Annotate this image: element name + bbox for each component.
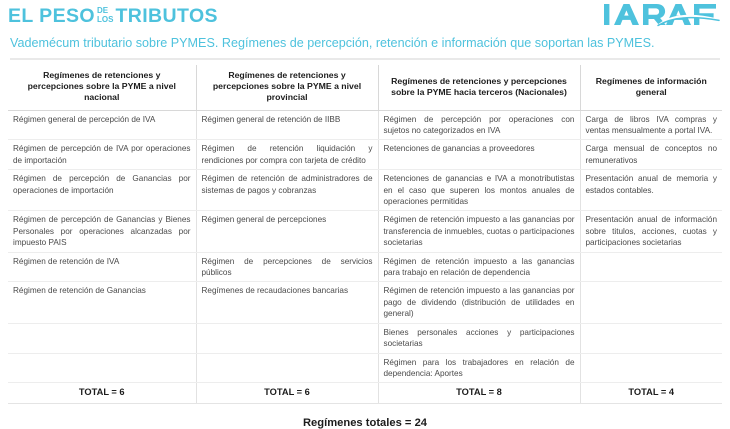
cell-provincial-4: Régimen general de percepciones xyxy=(196,211,378,252)
cell-provincial-6: Regímenes de recaudaciones bancarias xyxy=(196,282,378,323)
table-row xyxy=(8,140,722,170)
table-row xyxy=(8,252,722,282)
column-header-nacional: Regímenes de retenciones y percepciones sobre la PYME a nivel nacional xyxy=(8,65,196,110)
column-header-informacion: Regímenes de información general xyxy=(580,65,722,110)
cell-nacional-4: Régimen de percepción de Ganancias y Bienes Personales por operaciones alcanzadas por impuesto PAIS xyxy=(8,211,196,252)
cell-provincial-7 xyxy=(196,323,378,353)
cell-terceros-7: Bienes personales acciones y participaciones societarias xyxy=(378,323,580,353)
cell-terceros-1: Régimen de percepción por operaciones con sujetos no categorizados en IVA xyxy=(378,110,580,140)
cell-terceros-3: Retenciones de ganancias e IVA a monotributistas en el caso que superen los montos anuales de operaciones permitidas xyxy=(378,170,580,211)
brand-title-part2: TRIBUTOS xyxy=(115,5,218,27)
cell-informacion-7 xyxy=(580,323,722,353)
total-terceros: TOTAL = 8 xyxy=(378,383,580,403)
table-row xyxy=(8,353,722,383)
brand-title-de-los xyxy=(97,7,113,24)
iaraf-logo xyxy=(602,2,722,30)
cell-informacion-6 xyxy=(580,282,722,323)
grand-total-label: Regímenes totales = 24 xyxy=(302,416,428,429)
cell-informacion-1: Carga de libros IVA compras y ventas mensualmente a portal IVA. xyxy=(580,110,722,140)
brand-los: LOS xyxy=(96,14,114,24)
total-provincial: TOTAL = 6 xyxy=(196,383,378,403)
cell-nacional-7 xyxy=(8,323,196,353)
table-row xyxy=(8,282,722,323)
total-nacional: TOTAL = 6 xyxy=(8,383,196,403)
regimes-table xyxy=(8,65,722,404)
header-divider xyxy=(10,58,720,60)
cell-nacional-6: Régimen de retención de Ganancias xyxy=(8,282,196,323)
cell-nacional-2: Régimen de percepción de IVA por operaciones de importación xyxy=(8,140,196,170)
cell-nacional-8 xyxy=(8,353,196,383)
cell-nacional-1: Régimen general de percepción de IVA xyxy=(8,110,196,140)
cell-informacion-4: Presentación anual de información sobre titulos, acciones, cuotas y participaciones societarias xyxy=(580,211,722,252)
cell-provincial-8 xyxy=(196,353,378,383)
cell-informacion-5 xyxy=(580,252,722,282)
brand-de: DE xyxy=(96,6,109,16)
cell-provincial-3: Régimen de retención de administradores de sistemas de pagos y cobranzas xyxy=(196,170,378,211)
table-row xyxy=(8,170,722,211)
page-subtitle: Vademécum tributario sobre PYMES. Regímenes de percepción, retención e información que soportan las PYMES. xyxy=(10,36,655,50)
brand-title xyxy=(8,4,218,28)
cell-informacion-2: Carga mensual de conceptos no remunerativos xyxy=(580,140,722,170)
brand-title-part1: EL PESO xyxy=(8,5,95,27)
cell-terceros-8: Régimen para los trabajadores en relación de dependencia: Aportes xyxy=(378,353,580,383)
table-header-row xyxy=(8,65,722,110)
table-row xyxy=(8,323,722,353)
cell-informacion-3: Presentación anual de memoria y estados contables. xyxy=(580,170,722,211)
cell-provincial-5: Régimen de percepciones de servicios públicos xyxy=(196,252,378,282)
cell-terceros-4: Régimen de retención impuesto a las ganancias por transferencia de inmuebles, cuotas o participaciones societarias xyxy=(378,211,580,252)
table-totals-row xyxy=(8,383,722,403)
cell-nacional-5: Régimen de retención de IVA xyxy=(8,252,196,282)
page-header xyxy=(0,0,730,33)
table-row xyxy=(8,211,722,252)
cell-provincial-2: Régimen de retención liquidación y rendiciones por compra con tarjeta de crédito xyxy=(196,140,378,170)
column-header-terceros: Regímenes de retenciones y percepciones sobre la PYME hacia terceros (Nacionales) xyxy=(378,65,580,110)
cell-terceros-2: Retenciones de ganancias a proveedores xyxy=(378,140,580,170)
total-informacion: TOTAL = 4 xyxy=(580,383,722,403)
cell-terceros-5: Régimen de retención impuesto a las ganancias para trabajo en relación de dependencia xyxy=(378,252,580,282)
column-header-provincial: Regímenes de retenciones y percepciones sobre la PYME a nivel provincial xyxy=(196,65,378,110)
cell-nacional-3: Régimen de percepción de Ganancias por operaciones de importación xyxy=(8,170,196,211)
table-body xyxy=(8,110,722,403)
regimes-table-wrapper xyxy=(0,65,730,429)
cell-informacion-8 xyxy=(580,353,722,383)
table-row xyxy=(8,110,722,140)
cell-provincial-1: Régimen general de retención de IIBB xyxy=(196,110,378,140)
table-head xyxy=(8,65,722,110)
cell-terceros-6: Régimen de retención impuesto a las ganancias por pago de dividendo (distribución de utilidades en general) xyxy=(378,282,580,323)
